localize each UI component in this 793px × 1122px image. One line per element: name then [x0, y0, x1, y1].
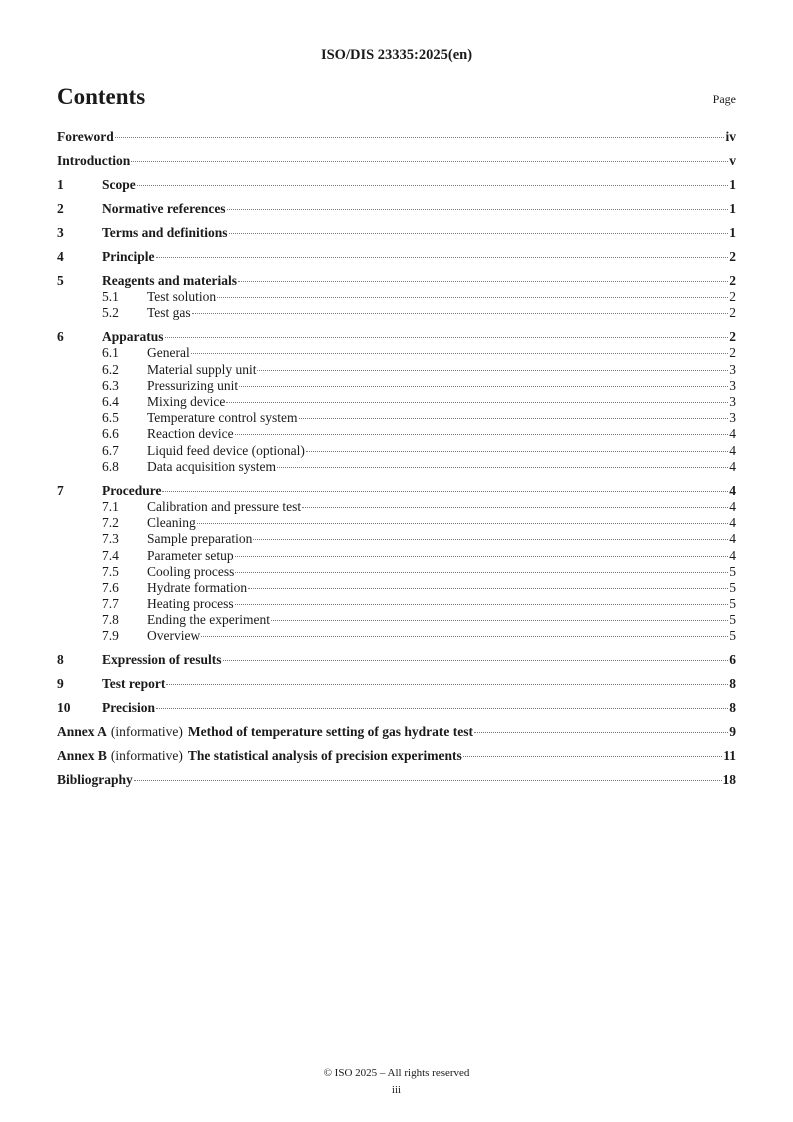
- toc-entry-number: 2: [57, 200, 64, 216]
- toc-entry-page: 1: [729, 224, 736, 240]
- toc-entry-page: 2: [729, 248, 736, 264]
- toc-entry-title: Test report: [102, 676, 166, 692]
- toc-entry-title: Foreword: [57, 129, 114, 144]
- toc-dot-leader: [253, 539, 728, 540]
- toc-dot-leader: [217, 297, 728, 298]
- toc-entry[interactable]: [57, 564, 736, 580]
- toc-entry-number: 1: [57, 176, 64, 192]
- toc-entry[interactable]: [57, 289, 736, 305]
- toc-entry-page: 5: [729, 563, 736, 579]
- toc-entry[interactable]: [57, 515, 736, 531]
- toc-entry-page: iv: [725, 129, 736, 144]
- page-column-label: Page: [712, 92, 736, 106]
- toc-entry-page: 1: [729, 176, 736, 192]
- toc-annex-label: Annex B: [57, 748, 107, 764]
- toc-entry-page: 5: [729, 628, 736, 644]
- table-of-contents: [57, 129, 736, 789]
- toc-dot-leader: [235, 556, 729, 557]
- toc-entry-number: 5.2: [102, 305, 119, 321]
- toc-entry-title: Terms and definitions: [102, 224, 228, 240]
- toc-entry[interactable]: [57, 748, 736, 764]
- toc-entry-title: Heating process: [147, 596, 234, 612]
- toc-entry-title: Method of temperature setting of gas hydrate test: [187, 724, 473, 740]
- toc-dot-leader: [166, 684, 728, 685]
- toc-dot-leader: [192, 313, 729, 314]
- toc-dot-leader: [197, 523, 729, 524]
- toc-entry-number: 8: [57, 652, 64, 668]
- toc-entry-title: Mixing device: [147, 394, 226, 410]
- toc-entry-page: 9: [729, 724, 736, 740]
- toc-entry-number: 4: [57, 248, 64, 264]
- toc-entry-number: 5: [57, 272, 64, 288]
- toc-entry[interactable]: [57, 177, 736, 193]
- toc-annex-note: (informative): [110, 724, 183, 740]
- toc-entry-page: 4: [729, 515, 736, 531]
- toc-entry-number: 9: [57, 676, 64, 692]
- document-header: ISO/DIS 23335:2025(en): [320, 47, 473, 63]
- toc-entry-number: 7.6: [102, 579, 119, 595]
- toc-entry[interactable]: [57, 596, 736, 612]
- toc-entry-number: 7: [57, 482, 64, 498]
- toc-dot-leader: [257, 370, 728, 371]
- toc-entry[interactable]: [57, 483, 736, 499]
- toc-entry-page: 4: [729, 531, 736, 547]
- toc-entry-title: Material supply unit: [147, 361, 257, 377]
- toc-entry[interactable]: [57, 628, 736, 644]
- toc-entry-number: 6: [57, 329, 64, 345]
- toc-entry-page: 2: [729, 305, 736, 321]
- toc-entry[interactable]: [57, 273, 736, 289]
- toc-entry[interactable]: [57, 652, 736, 668]
- toc-entry[interactable]: [57, 329, 736, 345]
- toc-entry-page: 2: [729, 345, 736, 361]
- toc-entry-page: 5: [729, 596, 736, 612]
- page-title: Contents: [57, 84, 146, 109]
- copyright-footer: © ISO 2025 – All rights reserved: [323, 1067, 470, 1079]
- toc-entry-page: 6: [729, 652, 736, 668]
- toc-entry-title: Parameter setup: [147, 547, 234, 563]
- toc-entry[interactable]: [57, 394, 736, 410]
- toc-entry-page: 3: [729, 394, 736, 410]
- toc-entry[interactable]: [57, 676, 736, 692]
- toc-entry-title: Hydrate formation: [147, 579, 248, 595]
- toc-entry[interactable]: [57, 772, 736, 788]
- toc-entry-title: Overview: [147, 628, 201, 644]
- toc-entry[interactable]: [57, 459, 736, 475]
- toc-dot-leader: [302, 507, 728, 508]
- toc-entry[interactable]: [57, 201, 736, 217]
- toc-entry-page: 3: [729, 377, 736, 393]
- toc-dot-leader: [226, 402, 728, 403]
- toc-entry[interactable]: [57, 249, 736, 265]
- toc-entry-number: 7.7: [102, 596, 119, 612]
- toc-entry-title: Test solution: [147, 289, 217, 305]
- toc-dot-leader: [248, 588, 728, 589]
- toc-entry[interactable]: [57, 443, 736, 459]
- toc-entry-number: 6.5: [102, 410, 119, 426]
- toc-dot-leader: [235, 434, 729, 435]
- toc-dot-leader: [137, 185, 729, 186]
- toc-dot-leader: [235, 572, 728, 573]
- toc-entry[interactable]: [57, 305, 736, 321]
- toc-entry-number: 7.8: [102, 612, 119, 628]
- toc-entry-title: Ending the experiment: [147, 612, 270, 628]
- toc-entry[interactable]: [57, 612, 736, 628]
- toc-entry[interactable]: [57, 345, 736, 361]
- toc-annex-label: Annex A: [57, 724, 107, 740]
- toc-entry-title: Scope: [102, 176, 136, 192]
- toc-entry-page: 3: [729, 410, 736, 426]
- toc-entry-page: 11: [723, 748, 736, 764]
- toc-entry-title: Data acquisition system: [147, 458, 276, 474]
- toc-dot-leader: [238, 281, 728, 282]
- toc-entry-title: Reaction device: [147, 426, 234, 442]
- toc-dot-leader: [134, 780, 722, 781]
- toc-entry-title: Temperature control system: [147, 410, 298, 426]
- toc-entry-number: 7.2: [102, 515, 119, 531]
- toc-entry-title: Bibliography: [57, 772, 133, 788]
- toc-dot-leader: [306, 451, 728, 452]
- toc-entry-number: 7.1: [102, 498, 119, 514]
- toc-entry-number: 6.4: [102, 394, 119, 410]
- toc-entry-title: Procedure: [102, 482, 162, 498]
- toc-entry-page: 5: [729, 612, 736, 628]
- toc-dot-leader: [299, 418, 729, 419]
- toc-entry-number: 6.2: [102, 361, 119, 377]
- toc-dot-leader: [463, 756, 722, 757]
- toc-dot-leader: [271, 620, 728, 621]
- toc-entry[interactable]: [57, 724, 736, 740]
- toc-entry-page: 2: [729, 329, 736, 345]
- page-number: iii: [391, 1084, 402, 1096]
- toc-entry-number: 6.3: [102, 377, 119, 393]
- toc-entry-number: 6.6: [102, 426, 119, 442]
- toc-entry-page: 4: [729, 498, 736, 514]
- toc-dot-leader: [156, 257, 729, 258]
- toc-entry[interactable]: [57, 362, 736, 378]
- toc-entry-number: 7.4: [102, 547, 119, 563]
- toc-entry-page: 8: [729, 676, 736, 692]
- toc-entry-number: 7.9: [102, 628, 119, 644]
- toc-entry-number: 5.1: [102, 289, 119, 305]
- toc-entry-number: 10: [57, 700, 71, 716]
- toc-dot-leader: [277, 467, 728, 468]
- toc-entry-title: Reagents and materials: [102, 272, 237, 288]
- toc-entry-title: Test gas: [147, 305, 191, 321]
- toc-entry[interactable]: [57, 700, 736, 716]
- toc-dot-leader: [131, 161, 728, 162]
- toc-entry-number: 6.7: [102, 442, 119, 458]
- toc-entry-page: 5: [729, 579, 736, 595]
- toc-dot-leader: [223, 660, 729, 661]
- toc-entry-title: Expression of results: [102, 652, 222, 668]
- toc-entry[interactable]: [57, 548, 736, 564]
- toc-entry[interactable]: [57, 531, 736, 547]
- toc-entry-title: Cooling process: [147, 563, 235, 579]
- toc-entry[interactable]: [57, 410, 736, 426]
- toc-entry-number: 6.1: [102, 345, 119, 361]
- toc-entry[interactable]: [57, 153, 736, 169]
- toc-entry[interactable]: [57, 225, 736, 241]
- toc-dot-leader: [191, 353, 729, 354]
- toc-entry-title: Normative references: [102, 200, 226, 216]
- toc-dot-leader: [235, 604, 729, 605]
- toc-entry-number: 7.5: [102, 563, 119, 579]
- toc-entry-page: 18: [722, 772, 736, 788]
- toc-dot-leader: [115, 137, 725, 138]
- toc-entry-page: 4: [729, 458, 736, 474]
- toc-entry-title: Precision: [102, 700, 155, 716]
- toc-entry[interactable]: [57, 129, 736, 145]
- toc-entry-page: 4: [729, 482, 736, 498]
- toc-dot-leader: [229, 233, 729, 234]
- toc-entry[interactable]: [57, 580, 736, 596]
- toc-entry-number: 7.3: [102, 531, 119, 547]
- toc-entry-title: Cleaning: [147, 515, 196, 531]
- toc-entry-title: Sample preparation: [147, 531, 253, 547]
- toc-entry-page: v: [729, 152, 736, 168]
- toc-dot-leader: [156, 708, 728, 709]
- toc-dot-leader: [239, 386, 728, 387]
- toc-entry-title: Pressurizing unit: [147, 377, 239, 393]
- toc-entry-page: 4: [729, 426, 736, 442]
- toc-entry-page: 1: [729, 200, 736, 216]
- toc-entry-page: 3: [729, 361, 736, 377]
- toc-entry-title: Introduction: [57, 152, 131, 168]
- toc-entry-page: 8: [729, 700, 736, 716]
- toc-entry[interactable]: [57, 426, 736, 442]
- toc-entry-title: Calibration and pressure test: [147, 498, 302, 514]
- toc-entry-page: 4: [729, 547, 736, 563]
- toc-entry-page: 4: [729, 442, 736, 458]
- toc-entry-number: 3: [57, 224, 64, 240]
- toc-entry-title: Principle: [102, 248, 155, 264]
- toc-dot-leader: [162, 491, 728, 492]
- toc-entry-title: Liquid feed device (optional): [147, 442, 305, 458]
- toc-dot-leader: [474, 732, 728, 733]
- toc-entry-title: The statistical analysis of precision experiments: [187, 748, 462, 764]
- toc-dot-leader: [165, 337, 729, 338]
- toc-entry[interactable]: [57, 378, 736, 394]
- toc-entry-title: General: [147, 345, 190, 361]
- toc-entry-page: 2: [729, 289, 736, 305]
- toc-entry[interactable]: [57, 499, 736, 515]
- toc-entry-title: Apparatus: [102, 329, 164, 345]
- toc-dot-leader: [227, 209, 729, 210]
- toc-dot-leader: [201, 636, 728, 637]
- toc-entry-page: 2: [729, 272, 736, 288]
- toc-entry-number: 6.8: [102, 458, 119, 474]
- toc-annex-note: (informative): [110, 748, 183, 764]
